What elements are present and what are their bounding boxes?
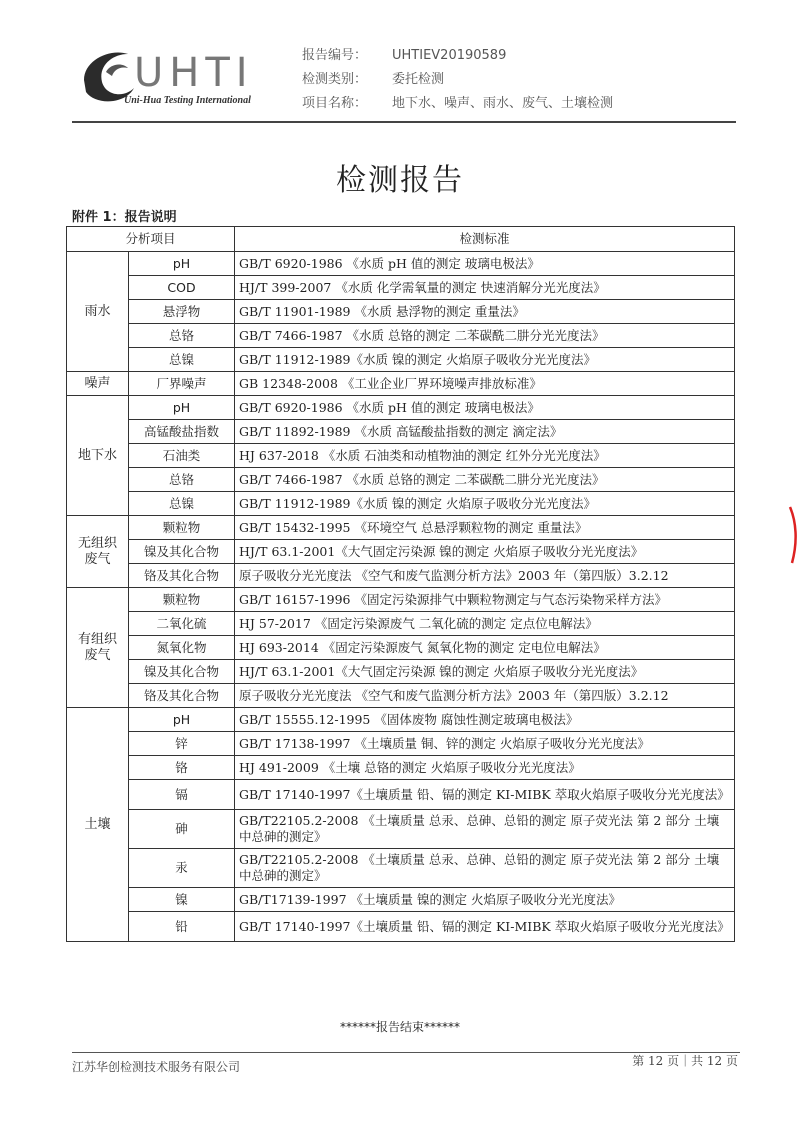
table-row	[67, 396, 735, 420]
analysis-item-cell: 砷	[129, 810, 235, 849]
table-header-row	[67, 227, 735, 252]
analysis-item-cell: 镍	[129, 888, 235, 912]
analysis-item-cell: 氮氧化物	[129, 636, 235, 660]
table-row	[67, 372, 735, 396]
category-cell: 土壤	[67, 708, 129, 942]
category-line: 废气	[84, 551, 111, 567]
standard-cell: 原子吸收分光光度法 《空气和废气监测分析方法》2003 年（第四版）3.2.12	[235, 684, 735, 708]
analysis-item-cell: 颗粒物	[129, 516, 235, 540]
analysis-item-cell: 高锰酸盐指数	[129, 420, 235, 444]
analysis-item-cell: COD	[129, 276, 235, 300]
category-cell: 雨水	[67, 252, 129, 372]
table-row	[67, 492, 735, 516]
table-row	[67, 660, 735, 684]
standard-cell: GB/T 6920-1986 《水质 pH 值的测定 玻璃电极法》	[235, 252, 735, 276]
table-row	[67, 780, 735, 810]
table-row	[67, 468, 735, 492]
analysis-item-cell: 石油类	[129, 444, 235, 468]
report-number-value: UHTIEV20190589	[392, 48, 507, 63]
table-row	[67, 708, 735, 732]
table-row	[67, 810, 735, 849]
table-row	[67, 612, 735, 636]
logo-subtitle: Uni-Hua Testing International	[124, 95, 251, 106]
category-cell: 噪声	[67, 372, 129, 396]
analysis-item-cell: 总镍	[129, 348, 235, 372]
table-row	[67, 588, 735, 612]
category-cell	[67, 516, 129, 588]
company-logo	[76, 42, 276, 112]
footer-company: 江苏华创检测技术服务有限公司	[72, 1060, 241, 1074]
standard-cell: HJ 491-2009 《土壤 总铬的测定 火焰原子吸收分光光度法》	[235, 756, 735, 780]
table-row	[67, 540, 735, 564]
analysis-item-cell: 悬浮物	[129, 300, 235, 324]
analysis-item-cell: 镍及其化合物	[129, 540, 235, 564]
table-row	[67, 756, 735, 780]
test-type-label: 检测类别：	[302, 72, 368, 87]
standard-cell: GB/T 15432-1995 《环境空气 总悬浮颗粒物的测定 重量法》	[235, 516, 735, 540]
table-row	[67, 684, 735, 708]
report-header-info	[302, 44, 613, 116]
category-cell: 地下水	[67, 396, 129, 516]
analysis-item-cell: 总铬	[129, 468, 235, 492]
table-row	[67, 324, 735, 348]
standard-cell: GB/T 11912-1989《水质 镍的测定 火焰原子吸收分光光度法》	[235, 492, 735, 516]
standard-cell: GB/T 11892-1989 《水质 高锰酸盐指数的测定 滴定法》	[235, 420, 735, 444]
category-line: 无组织	[77, 535, 117, 551]
standard-cell: GB/T17139-1997 《土壤质量 镍的测定 火焰原子吸收分光光度法》	[235, 888, 735, 912]
test-type-value: 委托检测	[392, 72, 445, 87]
standard-cell: 原子吸收分光光度法 《空气和废气监测分析方法》2003 年（第四版）3.2.12	[235, 564, 735, 588]
table-row	[67, 636, 735, 660]
standard-cell: GB/T 16157-1996 《固定污染源排气中颗粒物测定与气态污染物采样方法》	[235, 588, 735, 612]
standard-cell: GB/T 17138-1997 《土壤质量 铜、锌的测定 火焰原子吸收分光光度法》	[235, 732, 735, 756]
analysis-item-cell: 铬及其化合物	[129, 564, 235, 588]
table-row	[67, 516, 735, 540]
table-body	[67, 252, 735, 942]
standard-cell: GB/T 7466-1987 《水质 总铬的测定 二苯碳酰二肼分光光度法》	[235, 468, 735, 492]
analysis-item-cell: pH	[129, 396, 235, 420]
project-name-row	[302, 92, 613, 116]
analysis-item-cell: pH	[129, 252, 235, 276]
table-row	[67, 444, 735, 468]
standard-cell: HJ 637-2018 《水质 石油类和动植物油的测定 红外分光光度法》	[235, 444, 735, 468]
header-test-standard: 检测标准	[235, 227, 735, 252]
standard-cell: HJ/T 63.1-2001《大气固定污染源 镍的测定 火焰原子吸收分光光度法》	[235, 540, 735, 564]
test-type-row	[302, 68, 613, 92]
analysis-item-cell: 镍及其化合物	[129, 660, 235, 684]
table-row	[67, 888, 735, 912]
standard-cell: GB/T 11901-1989 《水质 悬浮物的测定 重量法》	[235, 300, 735, 324]
analysis-item-cell: 铬及其化合物	[129, 684, 235, 708]
header-analysis-item: 分析项目	[67, 227, 235, 252]
table-row	[67, 732, 735, 756]
standards-table	[66, 226, 735, 942]
analysis-item-cell: 厂界噪声	[129, 372, 235, 396]
standard-cell: GB/T 17140-1997《土壤质量 铅、镉的测定 KI-MIBK 萃取火焰原子吸收分光光度法》	[235, 912, 735, 942]
analysis-item-cell: 锌	[129, 732, 235, 756]
standard-cell: GB/T 6920-1986 《水质 pH 值的测定 玻璃电极法》	[235, 396, 735, 420]
report-end-marker: ******报告结束******	[339, 1020, 460, 1034]
standard-cell: GB/T22105.2-2008 《土壤质量 总汞、总砷、总铅的测定 原子荧光法 第 2 部分 土壤中总砷的测定》	[235, 849, 735, 888]
page-title: 检测报告	[336, 163, 464, 198]
table-row	[67, 564, 735, 588]
analysis-item-cell: 铅	[129, 912, 235, 942]
standard-cell: GB/T 7466-1987 《水质 总铬的测定 二苯碳酰二肼分光光度法》	[235, 324, 735, 348]
analysis-item-cell: 颗粒物	[129, 588, 235, 612]
footer-page-number: 第 12 页｜共 12 页	[632, 1054, 738, 1068]
header-divider	[72, 121, 736, 123]
analysis-item-cell: 汞	[129, 849, 235, 888]
standard-cell: HJ 693-2014 《固定污染源废气 氮氧化物的测定 定电位电解法》	[235, 636, 735, 660]
standard-cell: HJ 57-2017 《固定污染源废气 二氧化硫的测定 定点位电解法》	[235, 612, 735, 636]
red-pen-mark	[786, 505, 800, 565]
analysis-item-cell: pH	[129, 708, 235, 732]
attachment-label: 附件 1：报告说明	[72, 210, 177, 225]
table-row	[67, 420, 735, 444]
standard-cell: GB/T 15555.12-1995 《固体废物 腐蚀性测定玻璃电极法》	[235, 708, 735, 732]
table-row	[67, 912, 735, 942]
report-number-row	[302, 44, 613, 68]
table-row	[67, 252, 735, 276]
standard-cell: GB/T 17140-1997《土壤质量 铅、镉的测定 KI-MIBK 萃取火焰原子吸收分光光度法》	[235, 780, 735, 810]
standard-cell: HJ/T 399-2007 《水质 化学需氧量的测定 快速消解分光光度法》	[235, 276, 735, 300]
analysis-item-cell: 总铬	[129, 324, 235, 348]
category-cell	[67, 588, 129, 708]
table-row	[67, 300, 735, 324]
standard-cell: GB/T22105.2-2008 《土壤质量 总汞、总砷、总铅的测定 原子荧光法 第 2 部分 土壤中总砷的测定》	[235, 810, 735, 849]
table-row	[67, 348, 735, 372]
category-line: 有组织	[77, 631, 117, 647]
project-name-label: 项目名称：	[302, 96, 368, 111]
analysis-item-cell: 镉	[129, 780, 235, 810]
standard-cell: GB/T 11912-1989《水质 镍的测定 火焰原子吸收分光光度法》	[235, 348, 735, 372]
standard-cell: HJ/T 63.1-2001《大气固定污染源 镍的测定 火焰原子吸收分光光度法》	[235, 660, 735, 684]
analysis-item-cell: 二氧化硫	[129, 612, 235, 636]
analysis-item-cell: 总镍	[129, 492, 235, 516]
table-row	[67, 276, 735, 300]
project-name-value: 地下水、噪声、雨水、废气、土壤检测	[392, 96, 614, 111]
standard-cell: GB 12348-2008 《工业企业厂界环境噪声排放标准》	[235, 372, 735, 396]
logo-wordmark: UHTI	[134, 50, 254, 96]
analysis-item-cell: 铬	[129, 756, 235, 780]
category-line: 废气	[84, 647, 111, 663]
table-row	[67, 849, 735, 888]
report-number-label: 报告编号：	[302, 48, 368, 63]
